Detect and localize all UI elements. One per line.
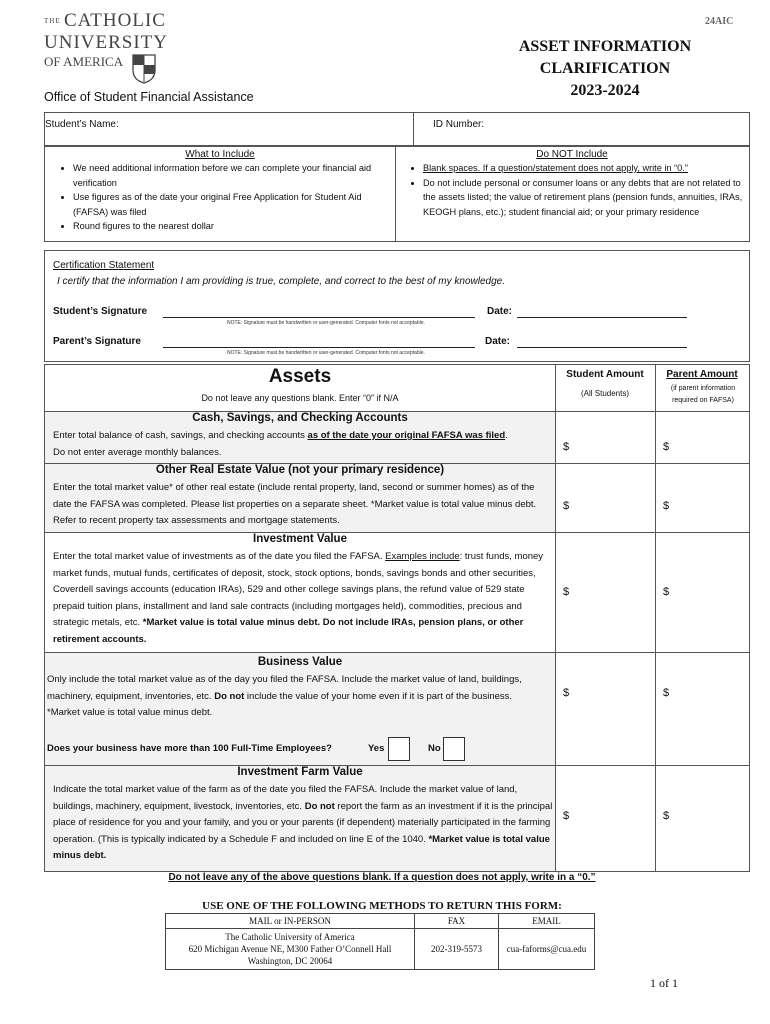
return-heading: USE ONE OF THE FOLLOWING METHODS TO RETURN THIS FORM: xyxy=(202,900,562,912)
mail-address: The Catholic University of America 620 Michigan Avenue NE, M300 Father O’Connell Hall Washington, DC 20064 xyxy=(166,929,415,970)
business-parent-amount[interactable]: $ xyxy=(663,687,670,699)
list-item: • Blank spaces. If a question/statement does not apply, write in “0.” xyxy=(423,161,749,176)
yes-label: Yes xyxy=(368,743,385,754)
what-to-include-heading: What to Include xyxy=(185,149,255,160)
email-column-header: EMAIL xyxy=(499,914,595,929)
include-exclude-box xyxy=(44,146,750,242)
investment-text: Enter the total market value of investments as of the date you filed the FAFSA. Examples include: trust funds, money market funds, mutual funds, certificates of deposit, stock, stock options, bonds, savings bonds and other securities, Coverdell savings accounts (education IRAs), 529 and other college savings plans, the refund value of 529 state prepaid tuition plans, installment and land sale contracts (including mortgages held), commodities, precious and strategic metals, etc. *Market value is total value minus debt. Do not include IRAs, pension plans, or other retirement accounts. xyxy=(53,551,544,645)
business-employees-question: Does your business have more than 100 Full-Time Employees? xyxy=(47,743,332,754)
no-label: No xyxy=(428,743,441,754)
farm-row xyxy=(45,766,555,871)
do-not-include-heading: Do NOT Include xyxy=(536,149,608,160)
title-line3: 2023-2024 xyxy=(570,82,640,99)
no-checkbox[interactable] xyxy=(443,737,465,761)
page-number: 1 of 1 xyxy=(650,976,678,990)
parent-date-label: Date: xyxy=(485,336,511,347)
certification-statement: I certify that the information I am providing is true, complete, and correct to the best of my knowledge. xyxy=(57,276,505,287)
logo-line3: OF AMERICA xyxy=(44,54,124,69)
assets-header xyxy=(45,365,555,411)
title-line1: ASSET INFORMATION xyxy=(518,38,692,55)
all-students-note: (All Students) xyxy=(580,389,630,398)
student-signature-label: Student’s Signature xyxy=(53,306,148,317)
cash-student-amount[interactable]: $ xyxy=(563,441,570,453)
student-date-field[interactable] xyxy=(517,317,687,318)
cash-parent-amount[interactable]: $ xyxy=(663,441,670,453)
id-number-label: ID Number: xyxy=(433,119,485,130)
cash-text: Enter total balance of cash, savings, and checking accounts as of the date your original FAFSA was filed. Do not enter average monthly balances. xyxy=(53,430,508,458)
certification-heading: Certification Statement xyxy=(53,260,155,271)
title-line2: CLARIFICATION xyxy=(539,60,671,77)
logo-the: THE xyxy=(44,17,61,25)
table-row xyxy=(166,914,595,929)
farm-title: Investment Farm Value xyxy=(237,766,363,778)
real-estate-student-amount[interactable]: $ xyxy=(563,500,570,512)
investment-row xyxy=(45,533,555,651)
parent-amount-note: (if parent information required on FAFSA) xyxy=(670,385,736,404)
farm-text: Indicate the total market value of the farm as of the date you filed the FAFSA. Include the market value of land, buildings, machinery, equipment, livestock, inventories, etc. Do not report the farm as an investment if it is the principal place of residence for you and your family, and you or your parents (if dependent) materially participated in the farming operation. (This is typically indicated by a Schedule F and included on line E of the 1040. *Market value is total value minus debt. xyxy=(53,784,553,861)
email-address[interactable]: cua-faforms@cua.edu xyxy=(499,929,595,970)
list-item: • Do not include personal or consumer loans or any debts that are not related to the assets listed; the value of retirement plans (pension funds, annuities, IRAs, KEOGH plans, etc.); student financial aid; or your primary residence xyxy=(423,176,749,220)
list-item: • Use figures as of the date your original Free Application for Student Aid (FAFSA) was filed xyxy=(73,190,395,219)
business-row xyxy=(45,653,555,765)
include-list xyxy=(45,161,395,234)
parent-signature-note: NOTE: Signature must be handwritten or user-generated. Computer fonts not acceptable. xyxy=(227,350,425,356)
investment-student-amount[interactable]: $ xyxy=(563,586,570,598)
table-row xyxy=(166,929,595,970)
shield-icon xyxy=(132,54,156,84)
return-methods-table xyxy=(165,913,595,970)
parent-date-field[interactable] xyxy=(517,347,687,348)
investment-parent-amount[interactable]: $ xyxy=(663,586,670,598)
assets-title: Assets xyxy=(268,366,332,387)
logo-line2: UNIVERSITY xyxy=(44,32,168,53)
mail-column-header: MAIL or IN-PERSON xyxy=(166,914,415,929)
student-name-field[interactable] xyxy=(55,121,410,139)
business-title: Business Value xyxy=(257,656,343,668)
university-logo xyxy=(44,12,244,92)
list-item: • We need additional information before we can complete your financial aid verification xyxy=(73,161,395,190)
cash-row xyxy=(45,412,555,463)
bottom-note: Do not leave any of the above questions blank. If a question does not apply, write in a “0.” xyxy=(168,872,596,883)
business-text: Only include the total market value as of the day you filed the FAFSA. Include the market value of land, buildings, machinery, equipment, inventories, etc. Do not include the value of your home even if it is part of the business. *Market value is total value minus debt. xyxy=(47,674,522,718)
real-estate-parent-amount[interactable]: $ xyxy=(663,500,670,512)
student-signature-field[interactable] xyxy=(163,317,475,318)
certification-box xyxy=(44,250,750,362)
fax-number: 202-319-5573 xyxy=(415,929,499,970)
student-name-label: Student’s Name: xyxy=(45,119,119,130)
real-estate-text: Enter the total market value* of other real estate (include rental property, land, second or summer homes) as of the date the FAFSA was completed. Please list properties on a separate sheet. *Market value is total value minus debt. Refer to recent property tax assessments and mortgage statements. xyxy=(53,482,537,526)
form-title xyxy=(490,36,720,102)
parent-signature-field[interactable] xyxy=(163,347,475,348)
student-signature-note: NOTE: Signature must be handwritten or user-generated. Computer fonts not acceptable. xyxy=(227,320,425,326)
student-amount-heading: Student Amount xyxy=(566,369,644,380)
assets-table xyxy=(44,364,750,872)
id-number-field[interactable] xyxy=(505,121,745,139)
list-item: • Round figures to the nearest dollar xyxy=(73,219,395,234)
business-student-amount[interactable]: $ xyxy=(563,687,570,699)
farm-parent-amount[interactable]: $ xyxy=(663,810,670,822)
parent-signature-label: Parent’s Signature xyxy=(53,336,141,347)
student-date-label: Date: xyxy=(487,306,513,317)
real-estate-row xyxy=(45,464,555,532)
student-info-row xyxy=(44,112,750,146)
assets-instruction: Do not leave any questions blank. Enter “0” if N/A xyxy=(201,393,399,403)
farm-student-amount[interactable]: $ xyxy=(563,810,570,822)
fax-column-header: FAX xyxy=(415,914,499,929)
office-name: Office of Student Financial Assistance xyxy=(44,90,254,104)
cash-title: Cash, Savings, and Checking Accounts xyxy=(192,412,408,424)
form-code: 24AIC xyxy=(705,16,734,27)
exclude-list xyxy=(395,161,749,219)
yes-checkbox[interactable] xyxy=(388,737,410,761)
parent-amount-heading: Parent Amount xyxy=(666,369,738,380)
logo-line1: CATHOLIC xyxy=(64,10,166,31)
investment-title: Investment Value xyxy=(253,533,347,545)
real-estate-title: Other Real Estate Value (not your primary residence) xyxy=(155,464,445,476)
